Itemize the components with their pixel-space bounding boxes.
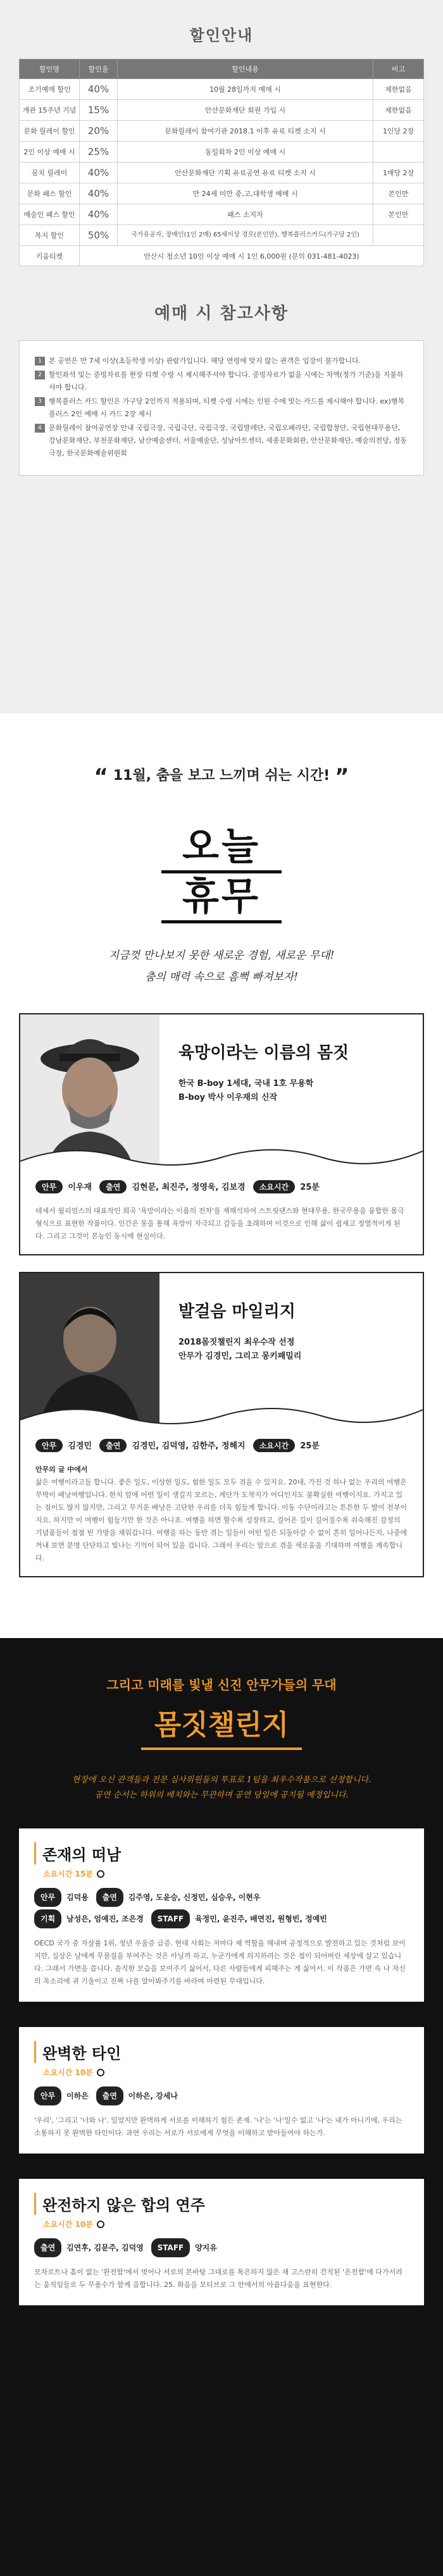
discount-section — [0, 0, 443, 713]
table-row — [20, 100, 424, 121]
cast: 이하은, 강세나 — [128, 2092, 178, 2100]
discount-name: 2인 이상 예매 시 — [20, 142, 80, 163]
title-underline — [141, 1747, 302, 1750]
notes-title: 예매 시 참고사항 — [154, 304, 289, 323]
note-item — [35, 369, 408, 394]
description-line: 공연 순서는 하위의 배치와는 무관하며 공연 당일에 공지될 예정입니다. — [94, 1790, 349, 1800]
open-quote-icon: “ — [94, 764, 108, 789]
credit-tag: 기획 — [34, 1909, 61, 1928]
col-header: 할인율 — [80, 59, 118, 79]
discount-note: 1매당 2장 — [373, 163, 424, 183]
col-header: 할인명 — [20, 59, 80, 79]
run-time-text: 소요시간 15분 — [43, 1870, 93, 1878]
discount-name: 문화 패스 할인 — [20, 183, 80, 204]
note-number: 4 — [35, 424, 45, 433]
credit-tag: 출연 — [96, 1888, 123, 1907]
quote-text: 11월, 춤을 보고 느끼며 쉬는 시간! — [113, 768, 330, 784]
discount-pct: 40% — [80, 163, 118, 183]
run-time: 25분 — [300, 1183, 320, 1192]
discount-content: 안산문화재단 기획 유료공연 유료 티켓 소지 시 — [118, 163, 373, 183]
show-description — [20, 1460, 423, 1576]
title-underline — [161, 920, 282, 923]
today-title-line1: 오늘 — [182, 825, 261, 869]
note-text: 본 공연은 만 7세 이상(초등학생 이상) 관람가입니다. 해당 연령에 맞지 않는 관객은 입장이 불가합니다. — [49, 357, 361, 365]
discount-content: 안산시 청소년 10인 이상 예매 시 1인 6,000원 (문의 031-481-4023) — [80, 246, 424, 266]
discount-note: 제한없음 — [373, 100, 424, 121]
credit-line — [34, 1909, 409, 1928]
note-number: 1 — [35, 357, 45, 366]
discount-name: 키움티켓 — [20, 246, 80, 266]
section-quote — [0, 764, 443, 789]
credit-tag: 출연 — [99, 1439, 127, 1452]
credit-tag: 안무 — [35, 1180, 63, 1193]
discount-content: 10월 28일까지 예매 시 — [118, 79, 373, 100]
credit-tag: STAFF — [151, 2238, 190, 2257]
run-time — [34, 1868, 409, 1879]
discount-pct: 15% — [80, 100, 118, 121]
discount-name: 꿈치 릴레이 — [20, 163, 80, 183]
run-time-text: 소요시간 10분 — [43, 2068, 93, 2077]
discount-name: 문화 릴레이 할인 — [20, 121, 80, 142]
slogan-line: 지금껏 만나보지 못한 새로운 경험, 새로운 무대! — [108, 949, 335, 962]
show-credits — [20, 1173, 423, 1201]
discount-header-row — [20, 59, 424, 79]
note-number: 3 — [35, 397, 45, 406]
discount-pct: 20% — [80, 121, 118, 142]
credit-tag: 출연 — [96, 2086, 123, 2105]
discount-content: 국가유공자, 장애인(1인 2매) 65세이상 경로(본인만), 행복플러스카드(가구당 2인) — [118, 225, 373, 246]
credit-tag: 소요시간 — [253, 1180, 295, 1193]
run-time: 25분 — [300, 1441, 320, 1451]
show-description: 테세서 월리엄스의 대표작인 희곡 '욕망이라는 이름의 전차'를 재해석하여 스트릿댄스와 현대무용, 한국무용을 융합한 몸극형식으로 표현한 작품이다. 인간은 몽을 통해 욕망이 자극되고 갈등을 초래하며 이것으로 인해 삶이 쉽세고 정열적이게 된다. 그리고 그것이 본능인 동시에 현실이다. — [35, 1207, 404, 1240]
today-slogan — [0, 945, 443, 988]
col-header: 할인내용 — [118, 59, 373, 79]
note-text: 행복플러스 카드 할인은 가구당 2인까지 적용되며, 티켓 수령 시에는 인원 수에 맞는 카드를 제시해야 합니다. ex)행복플러스 2인 예매 시 카드 2장 제시 — [49, 397, 404, 418]
card-credits — [34, 1888, 409, 1928]
show-info — [159, 1014, 423, 1173]
card-title: 완벽한 타인 — [34, 2041, 409, 2063]
discount-title: 할인안내 — [189, 27, 254, 44]
discount-content: 패스 소지자 — [118, 204, 373, 225]
show-header — [20, 1273, 423, 1431]
show-title: 발걸음 마일리지 — [178, 1302, 296, 1321]
table-row — [20, 121, 424, 142]
table-row — [20, 183, 424, 204]
challenge-title: 몸짓챌린지 — [154, 1709, 289, 1741]
run-time-text: 소요시간 10분 — [43, 2220, 93, 2229]
show-card-1 — [19, 1013, 424, 1255]
show-subtitle: 2018몸짓챌린지 최우수작 선정 — [178, 1338, 295, 1347]
show-subtitle: 한국 B-boy 1세대, 국내 1호 무용학 — [178, 1079, 314, 1088]
close-quote-icon: ” — [335, 764, 349, 789]
card-title: 존재의 떠남 — [34, 1842, 409, 1864]
credit-line — [34, 1888, 409, 1907]
clock-icon — [97, 1870, 104, 1878]
card-credits — [34, 2086, 409, 2105]
credit-tag: 소요시간 — [253, 1439, 295, 1452]
show-info — [159, 1273, 423, 1431]
cast: 김주영, 도윤승, 신정민, 심승우, 이현우 — [128, 1893, 261, 1902]
table-row — [20, 204, 424, 225]
today-title-line2: 휴무 — [182, 875, 261, 919]
discount-table — [19, 59, 424, 266]
discount-content: 만 24세 미만 중,고,대학생 예매 시 — [118, 183, 373, 204]
note-text: 문화릴레이 참여공연장 안내 국립극장, 국립극단, 국립극장, 국립발레단, 국립오페라단, 국립합창단, 국립현대무용단, 강남문화재단, 부천문화재단, 남산예술센터, 서울예술단, 성남아트센터, 세종문화회관, 안산문화재단, 예술의전당, 정동극장, 한국문화예술위원회 — [49, 424, 407, 457]
challenge-description — [19, 1773, 424, 1803]
discount-name: 복지 할인 — [20, 225, 80, 246]
note-item — [35, 422, 408, 460]
card-description: 모차르트나 흠이 없는 '완전함'에서 벗어나 서로의 본바탕 그대로를 톡은하지 않은 채 고스란히 간직된 '온전함'에 다가서려는 움직임들로 두 무용수가 함께 읍합니다. 25. 화음을 모티브로 그 안에서의 아름다움을 표현한다. — [34, 2268, 402, 2289]
choreographer: 이우재 — [68, 1183, 92, 1192]
note-item — [35, 355, 408, 367]
card-credits — [34, 2238, 409, 2257]
challenge-subtitle: 그리고 미래를 빛낼 신진 안무가들의 무대 — [106, 1677, 337, 1692]
today-title — [0, 825, 443, 923]
discount-note — [373, 142, 424, 163]
show-header — [20, 1014, 423, 1173]
discount-content: 동일회차 2인 이상 예매 시 — [118, 142, 373, 163]
cast: 김연후, 김문주, 김덕영 — [66, 2243, 144, 2252]
table-row — [20, 79, 424, 100]
discount-pct: 25% — [80, 142, 118, 163]
discount-note: 제한없음 — [373, 79, 424, 100]
table-row — [20, 142, 424, 163]
card-title: 완전하지 않은 합의 연주 — [34, 2193, 409, 2215]
credit-tag: 안무 — [34, 2086, 61, 2105]
description-line: 현장에 오신 관객들과 전문 심사위원들의 투표로 1팀을 최우수작품으로 선정합니다. — [72, 1775, 371, 1785]
choreographer: 김덕용 — [66, 1893, 89, 1902]
table-row — [20, 225, 424, 246]
credit-line — [34, 2086, 409, 2105]
staff: 육정민, 윤진주, 배연진, 원형빈, 정예빈 — [195, 1914, 327, 1923]
discount-name: 개관 15주년 기념 — [20, 100, 80, 121]
challenge-card-3 — [19, 2179, 424, 2305]
discount-name: 조기예매 할인 — [20, 79, 80, 100]
run-time — [34, 2067, 409, 2078]
card-description: '우리', '그리고 '너와 나'. 일었지만 완벽하게 서로를 이해하기 힘든 존재. '나'는 '나'일수 없고 '나'는 내가 아니기에, 우리는 소통하지 못 완벽한 타인이다. 과연 우리는 서로가 서로에게 무엇을 이해하고 받아들여야 하는가. — [34, 2116, 402, 2137]
card-description: OECD 국가 중 자살률 1위, 청년 우울증 급증. 현대 사회는 저마다 제 역할을 해내며 공정적으로 발전하고 있는 것처럼 보이지만, 실상은 날에게 무물질을 부여주는 것은 아닐까 하고, 누군가에게 의지하려는 것은 점이 되어버린 세상에 살고 있습니다. 그래서 가면을 씁니다. 솔직한 모습을 보여주기 싫어서, 다른 사람들에게 피해주는 게 싫어서. 이 작품은 가면 속 나 자신의 목소리에 귀 기울이고 진짜 나를 알아봐주기를 바라며 마련된 무대입니다. — [34, 1939, 406, 1985]
slogan-line: 춤의 매력 속으로 흠뻑 빠져보자! — [145, 971, 298, 983]
title-underline — [161, 870, 282, 873]
show-subtitle: 안무가 김경민, 그리고 몽키패밀리 — [178, 1352, 302, 1361]
discount-pct: 40% — [80, 183, 118, 204]
credit-tag: 안무 — [35, 1439, 63, 1452]
challenge-card-1 — [19, 1828, 424, 2002]
discount-pct: 40% — [80, 204, 118, 225]
today-section — [0, 713, 443, 1577]
show-credits — [20, 1431, 423, 1460]
challenge-section — [0, 1638, 443, 2576]
discount-name: 예술인 패스 할인 — [20, 204, 80, 225]
discount-note — [373, 225, 424, 246]
run-time — [34, 2219, 409, 2229]
credit-line — [34, 2238, 409, 2257]
show-title: 육망이라는 이름의 몸짓 — [178, 1044, 349, 1063]
choreographer: 이하은 — [66, 2092, 89, 2100]
cast: 김현문, 최진주, 정영욱, 김보경 — [132, 1183, 246, 1192]
col-header: 비고 — [373, 59, 424, 79]
note-number: 2 — [35, 371, 45, 379]
discount-note: 본인만 — [373, 204, 424, 225]
discount-pct: 40% — [80, 79, 118, 100]
cast: 김경민, 김덕영, 김한주, 정해지 — [132, 1441, 246, 1451]
table-row — [20, 163, 424, 183]
description-title: 안무의 글 中에서 — [35, 1465, 88, 1474]
credit-tag: 출연 — [99, 1180, 127, 1193]
discount-content: 문화릴레이 참여기관 2018.1 이후 유료 티켓 소지 시 — [118, 121, 373, 142]
show-card-2 — [19, 1272, 424, 1577]
note-text: 할인좌석 및는 증빙자료를 현장 티켓 수령 시 제시해주셔야 합니다. 증빙자료가 없을 시에는 차액(정가 기준)을 지불하셔야 합니다. — [49, 371, 404, 391]
clock-icon — [97, 2069, 104, 2076]
staff: 양지유 — [195, 2243, 217, 2252]
note-item — [35, 395, 408, 421]
choreographer: 김경민 — [68, 1441, 92, 1451]
notes-box — [19, 340, 424, 476]
discount-content: 안산문화재단 회원 가입 시 — [118, 100, 373, 121]
description-text: 삶은 여행이라고들 합니다. 좋은 일도, 이상한 일도, 험한 일도 모두 겪을 수 있지요. 20대, 가진 것 하나 없는 우리의 여행은 무박이 배낭여행입니다. 한치 앞에 어떤 일이 생길지 모르는, 계단가 도착지가 어디인지도 불확실한 여행이지요. 가지고 있는 짐이도 많지 않지만, 그리고 무거운 배낭은 고단한 우리를 더욱 힘들게 합니다. 이동 수단이라고는 튼튼한 두 발이 전부이지요. 하지만 이 여행이 힘들기만 한 것은 아니죠. 여행을 하면 할수록 성장하고, 걸어온 길이 길어질수록 쉬숙해진 감정의 기념품들이 점점 빈 가방을 채워갑니다. 여행을 하는 동안 겪는 일들이 어떤 일은 되돌아갈 수 없이 흔히 일어나든지, 나중에 꺼내 보면 분명 단단하고 빛나는 기억이 되어 있을 겁니다. 그래서 우리는 앞으로 겪을 새로움을 기대하며 여행을 계속합니다. — [35, 1478, 408, 1562]
challenge-card-2 — [19, 2027, 424, 2154]
discount-note: 본인만 — [373, 183, 424, 204]
clock-icon — [97, 2221, 104, 2228]
table-row — [20, 246, 424, 266]
credit-tag: STAFF — [151, 1909, 190, 1928]
planner: 남성은, 엄예진, 조은경 — [66, 1914, 144, 1923]
discount-note: 1인당 2장 — [373, 121, 424, 142]
show-subtitle: B-boy 박사 이우재의 신작 — [178, 1093, 278, 1102]
discount-pct: 50% — [80, 225, 118, 246]
credit-tag: 안무 — [34, 1888, 61, 1907]
credit-tag: 출연 — [34, 2238, 61, 2257]
